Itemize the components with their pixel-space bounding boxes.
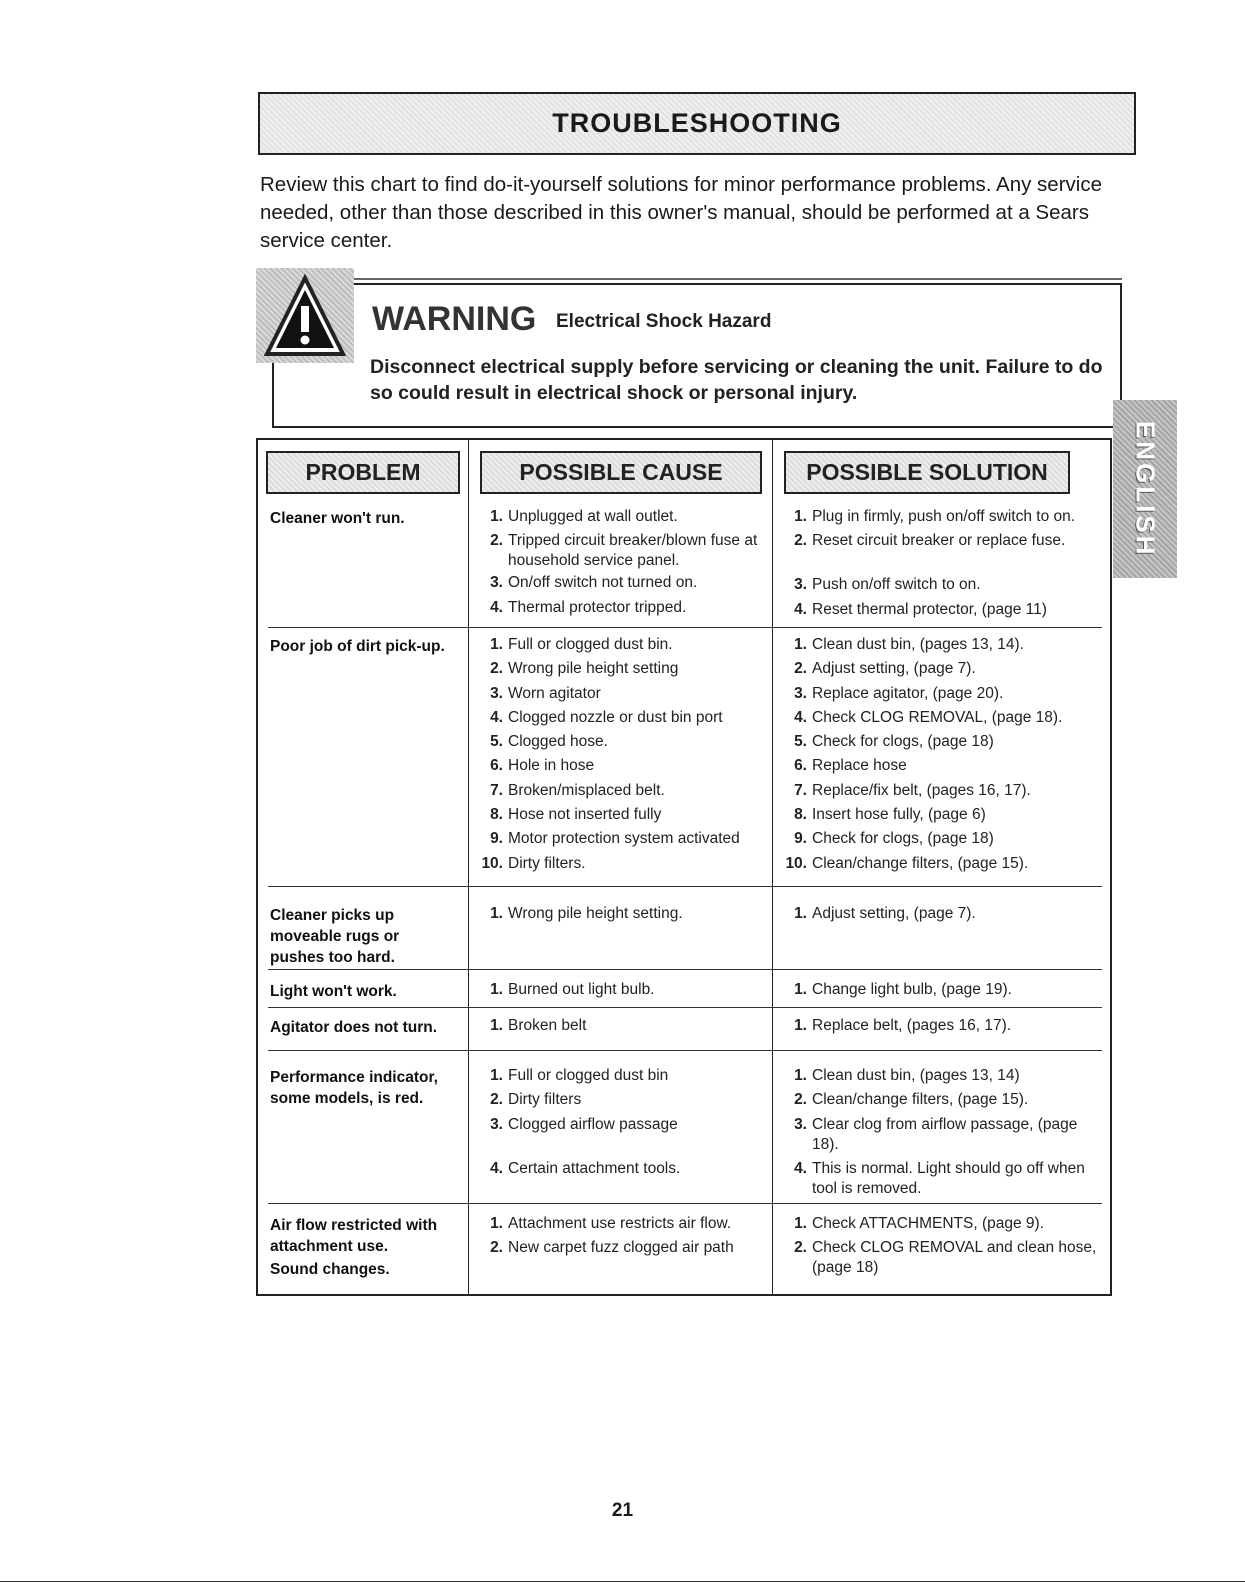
- list-item: 3. Clear clog from airflow passage, (page 18).: [794, 1115, 1078, 1153]
- list-item: 6. Hole in hose: [490, 757, 595, 775]
- problem-cell: Poor job of dirt pick-up.: [270, 638, 445, 655]
- intro-paragraph: Review this chart to find do-it-yourself solutions for minor performance problems. Any service needed, other than those described in this owner's manual, should be performed at a Sears service center.: [260, 173, 1102, 252]
- header-problem: PROBLEM: [266, 451, 460, 494]
- header-possible-cause: POSSIBLE CAUSE: [480, 451, 762, 494]
- problem-cell: Cleaner picks up moveable rugs or pushes too hard.: [270, 907, 400, 966]
- list-item: 2. Reset circuit breaker or replace fuse.: [794, 532, 1066, 550]
- cause-list: [478, 902, 763, 926]
- list-item: 1. Wrong pile height setting.: [490, 905, 683, 922]
- row-divider: [268, 1007, 1102, 1008]
- page-bottom-rule: [0, 1581, 1245, 1582]
- list-item: 3. On/off switch not turned on.: [490, 574, 698, 592]
- list-item: 1. Adjust setting, (page 7).: [794, 905, 976, 922]
- cause-list: [478, 978, 763, 1002]
- cause-list: [478, 1014, 763, 1038]
- list-item: 4. This is normal. Light should go off when tool is removed.: [794, 1159, 1085, 1197]
- row-divider: [268, 627, 1102, 628]
- warning-subtitle: Electrical Shock Hazard: [556, 311, 772, 332]
- list-item: 2. Dirty filters: [490, 1091, 582, 1109]
- problem-cell: Cleaner won't run.: [270, 510, 405, 527]
- list-item: 1. Full or clogged dust bin.: [490, 636, 673, 653]
- page-number: 21: [611, 1500, 634, 1521]
- list-item: 7. Broken/misplaced belt.: [490, 781, 665, 799]
- cause-list: [478, 633, 763, 876]
- list-item: 4. Certain attachment tools.: [490, 1159, 681, 1177]
- list-item: 3. Worn agitator: [490, 684, 601, 702]
- list-item: 1. Unplugged at wall outlet.: [490, 508, 678, 525]
- list-item: 1. Full or clogged dust bin: [490, 1067, 669, 1084]
- list-item: 1. Clean dust bin, (pages 13, 14).: [794, 636, 1024, 653]
- list-item: 9. Check for clogs, (page 18): [794, 830, 994, 848]
- list-item: 2. New carpet fuzz clogged air path: [490, 1239, 734, 1257]
- list-item: 2. Wrong pile height setting: [490, 660, 679, 678]
- list-item: 1. Change light bulb, (page 19).: [794, 981, 1012, 998]
- list-item: 9. Motor protection system activated: [490, 830, 740, 848]
- list-item: 1. Check ATTACHMENTS, (page 9).: [794, 1215, 1044, 1232]
- list-item: 10. Dirty filters.: [481, 854, 586, 872]
- warning-top-rule: [350, 278, 1122, 280]
- row-divider: [268, 1203, 1102, 1204]
- solution-list: [782, 1014, 1104, 1038]
- row-divider: [268, 886, 1102, 887]
- problem-cell: Light won't work.: [270, 983, 397, 1000]
- page-title: TROUBLESHOOTING: [552, 108, 842, 138]
- solution-list: [782, 902, 1104, 926]
- list-item: 4. Clogged nozzle or dust bin port: [490, 708, 723, 726]
- list-item: 5. Clogged hose.: [490, 733, 608, 751]
- problem-cell-secondary: Sound changes.: [270, 1261, 390, 1278]
- row-divider: [268, 969, 1102, 970]
- problem-cell: Air flow restricted with attachment use.: [270, 1217, 438, 1255]
- list-item: 2. Check CLOG REMOVAL and clean hose, (page 18): [794, 1239, 1097, 1277]
- list-item: 1. Clean dust bin, (pages 13, 14): [794, 1067, 1020, 1084]
- cause-list: [478, 1064, 763, 1181]
- list-item: 4. Reset thermal protector, (page 11): [794, 600, 1047, 618]
- list-item: 3. Clogged airflow passage: [490, 1115, 678, 1133]
- list-item: 8. Hose not inserted fully: [490, 806, 662, 824]
- solution-list: [782, 633, 1104, 876]
- warning-triangle-icon: [256, 268, 354, 363]
- problem-cell: Agitator does not turn.: [270, 1019, 438, 1036]
- solution-list: [782, 978, 1104, 1002]
- list-item: 7. Replace/fix belt, (pages 16, 17).: [794, 781, 1031, 799]
- list-item: 3. Replace agitator, (page 20).: [794, 684, 1004, 702]
- solution-list: [782, 1212, 1104, 1278]
- list-item: 3. Push on/off switch to on.: [794, 576, 981, 594]
- list-item: 2. Adjust setting, (page 7).: [794, 660, 976, 678]
- language-tab: [1113, 400, 1177, 578]
- list-item: 6. Replace hose: [794, 757, 907, 775]
- warning-text: Disconnect electrical supply before servicing or cleaning the unit. Failure to do so could result in electrical shock or personal injury.: [370, 356, 1103, 404]
- cause-list: [478, 505, 763, 620]
- header-possible-solution: POSSIBLE SOLUTION: [784, 451, 1070, 494]
- column-divider: [772, 438, 773, 1296]
- list-item: 4. Check CLOG REMOVAL, (page 18).: [794, 708, 1063, 726]
- list-item: 1. Broken belt: [490, 1017, 587, 1034]
- warning-title: WARNING: [372, 300, 537, 338]
- title-banner: [258, 92, 1136, 155]
- solution-list: [782, 1064, 1104, 1199]
- list-item: 1. Replace belt, (pages 16, 17).: [794, 1017, 1012, 1034]
- list-item: 1. Burned out light bulb.: [490, 981, 655, 998]
- language-tab-label: ENGLISH: [1130, 420, 1161, 558]
- list-item: 8. Insert hose fully, (page 6): [794, 806, 986, 824]
- list-item: 2. Clean/change filters, (page 15).: [794, 1091, 1029, 1109]
- list-item: 10. Clean/change filters, (page 15).: [785, 854, 1029, 872]
- list-item: 5. Check for clogs, (page 18): [794, 733, 994, 751]
- list-item: 4. Thermal protector tripped.: [490, 598, 687, 616]
- row-divider: [268, 1050, 1102, 1051]
- column-divider: [468, 438, 469, 1296]
- solution-list: [782, 505, 1104, 622]
- list-item: 1. Plug in firmly, push on/off switch to on.: [794, 508, 1076, 525]
- list-item: 2. Tripped circuit breaker/blown fuse at household service panel.: [490, 532, 758, 570]
- list-item: 1. Attachment use restricts air flow.: [490, 1215, 732, 1232]
- problem-cell: Performance indicator, some models, is red.: [270, 1069, 438, 1107]
- cause-list: [478, 1212, 763, 1261]
